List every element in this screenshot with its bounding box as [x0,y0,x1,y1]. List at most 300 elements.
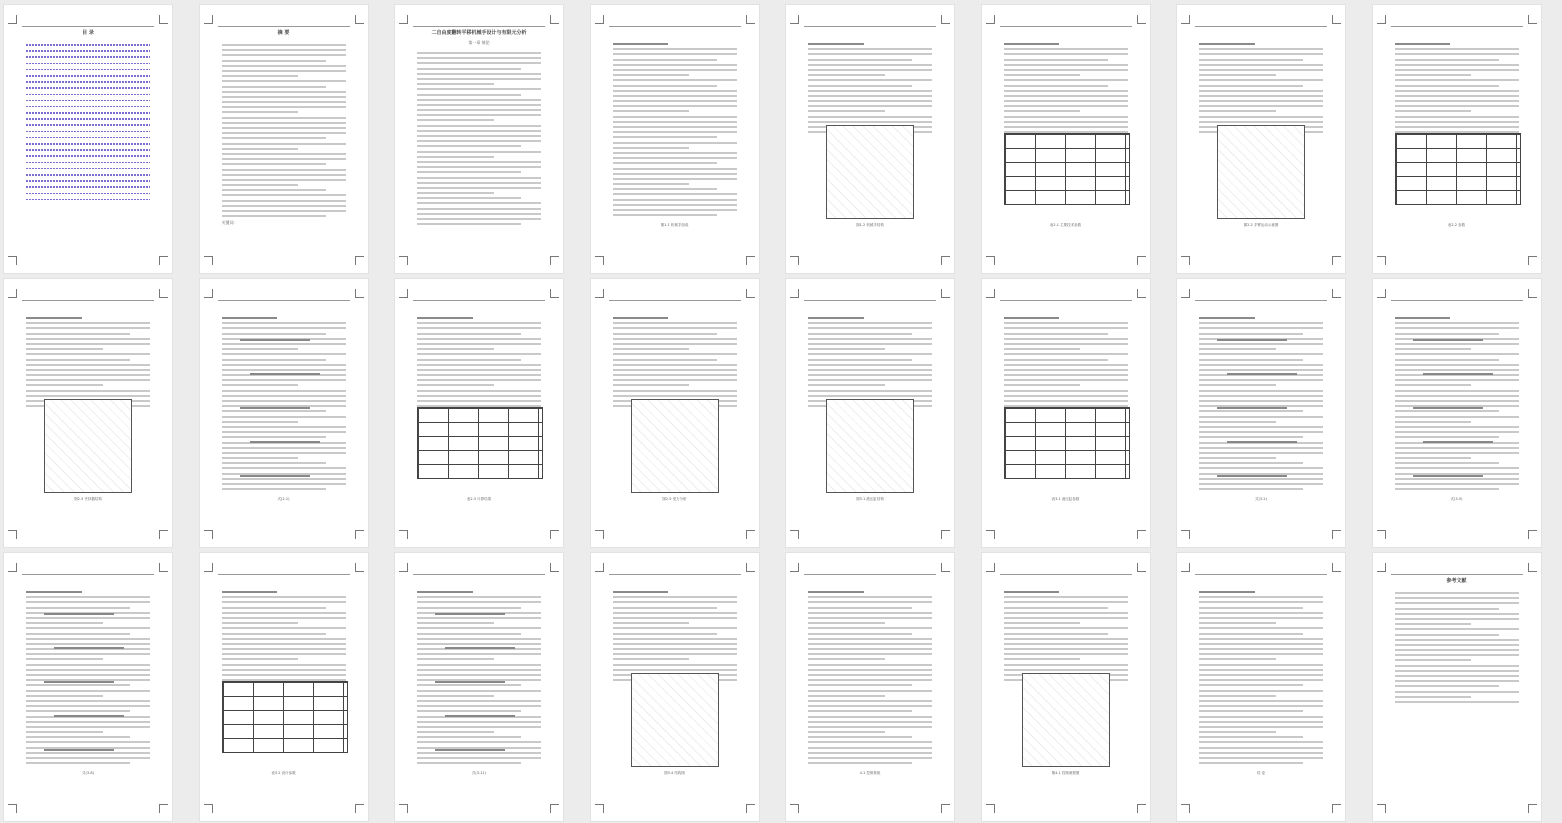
crop-mark [1332,289,1341,298]
crop-mark [1377,530,1386,539]
text-line [417,359,521,361]
text-line [1199,116,1323,118]
text-line [613,369,737,371]
text-line [1199,85,1303,87]
text-line [613,90,737,92]
text-line [613,627,737,629]
text-line [613,126,737,128]
text-line [417,395,541,397]
text-line [1004,85,1108,87]
equation-line [250,373,320,375]
text-line [222,148,299,150]
text-line [417,638,541,640]
text-line [808,116,932,118]
text-line [417,653,541,655]
text-line [1199,684,1303,686]
crop-mark [159,289,168,298]
crop-mark [790,15,799,24]
text-line [417,83,494,85]
text-line [417,731,494,733]
crop-mark [790,563,799,572]
text-line [1395,343,1519,345]
page-body-text [1199,585,1323,795]
text-line [417,68,521,70]
text-line [1004,359,1108,361]
toc-entry[interactable] [26,94,150,96]
text-line [1199,121,1323,123]
text-line [222,91,346,93]
text-line [222,205,346,207]
text-line [1199,705,1323,707]
text-line [26,359,130,361]
text-line [1395,79,1519,81]
crop-mark [1137,563,1146,572]
text-line [613,64,737,66]
text-line [26,348,103,350]
text-line [26,322,150,324]
text-line [808,59,912,61]
text-line [222,421,299,423]
running-header [1195,292,1327,301]
caption: 式(3-5) [1450,497,1463,501]
text-line [26,664,150,666]
text-line [1199,591,1255,593]
text-line [808,612,932,614]
text-line [417,119,494,121]
text-line [1199,669,1323,671]
text-line [222,132,346,134]
text-line [222,158,346,160]
page-body-text [222,311,346,521]
caption: 表3.2 设计参数 [271,771,296,775]
crop-mark [941,15,950,24]
toc-entry[interactable] [26,168,150,170]
crop-mark [941,530,950,539]
text-line [222,96,346,98]
text-line [613,131,737,133]
toc-entry[interactable] [26,69,150,71]
page-heading: 摘 要 [277,30,290,36]
text-line [1004,617,1128,619]
running-header [22,566,154,575]
text-line [1395,100,1519,102]
text-line [26,721,150,723]
text-line [808,741,932,743]
figure-drawing [1217,125,1305,219]
toc-entry[interactable] [26,56,150,58]
text-line [613,322,737,324]
page-thumbnail[interactable] [200,553,368,821]
text-line [1395,390,1519,392]
crop-mark [1181,530,1190,539]
toc-entry[interactable] [26,155,150,157]
text-line [417,218,541,220]
crop-mark [204,804,213,813]
text-line [26,700,150,702]
toc-entry[interactable] [26,143,150,145]
crop-mark [941,563,950,572]
equation-line [44,613,114,615]
text-line [1199,64,1323,66]
text-line [808,731,885,733]
text-line [808,74,885,76]
text-line [417,99,541,101]
text-line [26,684,130,686]
text-line [417,166,541,168]
text-line [417,140,541,142]
text-line [1004,596,1128,598]
text-line [417,223,521,225]
text-line [1004,353,1128,355]
toc-entry[interactable] [26,174,150,176]
page-thumbnail[interactable] [591,553,759,821]
text-line [26,390,150,392]
page-body-text [613,37,737,247]
text-line [1199,633,1303,635]
text-line [417,596,541,598]
text-line [808,327,932,329]
toc-entry[interactable] [26,199,150,201]
text-line [1199,731,1276,733]
crop-mark [550,530,559,539]
text-line [222,483,346,485]
caption: 式(3-8) [82,771,94,775]
text-line [222,153,346,155]
page-thumbnail[interactable] [591,5,759,273]
text-line [26,374,150,376]
text-line [1199,390,1323,392]
text-line [222,447,346,449]
text-line [1199,317,1255,319]
text-line [222,633,326,635]
page-thumbnail[interactable] [1373,553,1541,821]
crop-mark [1377,563,1386,572]
text-line [808,607,912,609]
toc-entry[interactable] [26,124,150,126]
text-line [1199,741,1323,743]
page-thumbnail[interactable] [786,279,954,547]
text-line [417,130,541,132]
page-thumbnail[interactable] [4,5,172,273]
text-line [1004,317,1060,319]
crop-mark [986,289,995,298]
text-line [1395,410,1499,412]
crop-mark [746,15,755,24]
text-line [417,57,541,59]
text-line [222,369,346,371]
text-line [613,622,690,624]
text-line [417,700,541,702]
text-line [1199,90,1323,92]
page-body-text [1395,311,1519,521]
text-line [613,343,737,345]
caption: 图1.2 机械手结构 [856,223,884,227]
text-line [222,353,346,355]
text-line [222,638,346,640]
crop-mark [1181,289,1190,298]
text-line [808,348,885,350]
text-line [808,674,932,676]
page-thumbnail[interactable] [395,553,563,821]
crop-mark [1181,256,1190,265]
toc-entry[interactable] [26,87,150,89]
text-line [808,726,932,728]
text-line [1199,700,1323,702]
text-line [1004,338,1128,340]
text-line [417,364,541,366]
text-line [1004,627,1128,629]
crop-mark [1528,804,1537,813]
page-thumbnail[interactable] [4,553,172,821]
page-thumbnail[interactable] [982,279,1150,547]
text-line [1199,627,1323,629]
text-line [1199,395,1323,397]
text-line [222,664,346,666]
text-line [222,452,346,454]
page-thumbnail[interactable] [395,5,563,273]
text-line [613,214,717,216]
text-line [1199,457,1276,459]
text-line [417,182,541,184]
text-line [1004,400,1128,402]
text-line [808,317,864,319]
page-thumbnail[interactable] [1177,5,1345,273]
text-line [808,736,912,738]
text-line [613,338,737,340]
text-line [1199,752,1323,754]
toc-entry[interactable] [26,112,150,114]
text-line [1199,462,1303,464]
toc-entry[interactable] [26,186,150,188]
text-line [1395,333,1499,335]
equation-line [1217,339,1287,341]
text-line [613,379,737,381]
toc-entry[interactable] [26,106,150,108]
text-line [222,596,346,598]
page-thumbnail[interactable] [1373,279,1541,547]
text-line [1199,410,1303,412]
toc-entry[interactable] [26,44,150,46]
text-line [26,643,150,645]
text-line [26,633,130,635]
page-thumbnail[interactable] [982,553,1150,821]
text-line [1199,69,1323,71]
page-thumbnail[interactable] [1177,279,1345,547]
text-line [808,353,932,355]
page-thumbnail[interactable] [982,5,1150,273]
crop-mark [399,563,408,572]
running-header [218,566,350,575]
text-line [417,171,521,173]
toc-entry[interactable] [26,50,150,52]
text-line [808,364,932,366]
crop-mark [399,530,408,539]
text-line [222,317,278,319]
page-thumbnail[interactable] [786,5,954,273]
text-line [1199,762,1303,764]
text-line [417,752,541,754]
text-line [222,400,346,402]
text-line [222,643,346,645]
page-thumbnail[interactable] [786,553,954,821]
text-line [1395,69,1519,71]
text-line [1395,359,1499,361]
text-line [222,101,346,103]
text-line [417,73,541,75]
text-line [417,400,541,402]
text-line [1395,105,1519,107]
text-line [613,193,737,195]
figure-drawing [1022,673,1110,767]
text-line [1199,343,1323,345]
text-line [1395,116,1519,118]
toc-entry[interactable] [26,100,150,102]
equation-line [1413,339,1483,341]
text-line [222,395,346,397]
equation-line [1217,475,1287,477]
text-line [1004,374,1128,376]
text-line [26,638,150,640]
page-thumbnail[interactable] [1373,5,1541,273]
text-line [26,726,150,728]
text-line [222,44,346,46]
toc-entry[interactable] [26,118,150,120]
text-line [808,752,932,754]
page-body-text [221,30,346,247]
crop-mark [159,530,168,539]
text-line [613,317,669,319]
text-line [1199,110,1276,112]
text-line [1004,322,1128,324]
text-line [1199,643,1323,645]
text-line [1199,467,1323,469]
toc-entry[interactable] [26,193,150,195]
toc-heading: 目 录 [82,30,94,36]
text-line [613,188,717,190]
text-line [26,731,103,733]
text-line [613,110,690,112]
text-line [613,669,737,671]
text-line [26,601,150,603]
toc-entry[interactable] [26,180,150,182]
text-line [1199,48,1323,50]
page-thumbnail[interactable] [591,279,759,547]
text-line [613,59,717,61]
text-line [613,168,737,170]
toc-entry[interactable] [26,81,150,83]
text-line [1004,53,1128,55]
crop-mark [1332,15,1341,24]
text-line [222,653,346,655]
text-line [613,95,737,97]
text-line [222,184,299,186]
text-line [1395,659,1472,661]
text-line [1004,607,1108,609]
page-body-text [1199,311,1323,521]
figure-drawing [826,125,914,219]
caption: 式(3-2) [1255,497,1267,501]
text-line [1395,126,1519,128]
text-line [1395,53,1519,55]
crop-mark [204,289,213,298]
caption: 式(2-1) [277,497,290,501]
text-line [417,607,521,609]
text-line [808,653,932,655]
page-thumbnail[interactable] [200,279,368,547]
toc-entry[interactable] [26,75,150,77]
text-line [613,142,737,144]
text-line [26,690,150,692]
text-line [417,156,494,158]
toc-entry[interactable] [26,149,150,151]
page-heading: 二自由度翻转平移机械手设计与有限元分析 [431,30,527,36]
text-line [417,379,541,381]
text-line [1199,679,1323,681]
running-header [804,18,936,27]
page-thumbnail[interactable] [4,279,172,547]
page-thumbnail[interactable] [1177,553,1345,821]
text-line [1395,467,1519,469]
page-body-text [808,585,932,795]
text-line [613,136,717,138]
data-table [417,407,543,479]
text-line [808,679,932,681]
text-line [222,658,299,660]
text-line [613,384,690,386]
text-line [808,695,885,697]
page-thumbnail[interactable] [200,5,368,273]
text-line [1395,426,1519,428]
crop-mark [1137,15,1146,24]
text-line [1199,710,1303,712]
crop-mark [1137,289,1146,298]
text-line [1004,633,1108,635]
crop-mark [355,804,364,813]
toc-entry[interactable] [26,162,150,164]
page-heading: 参考文献 [1446,578,1467,584]
text-line [26,333,130,335]
text-line [808,43,864,45]
text-line [1199,757,1323,759]
equation-line [44,681,114,683]
text-line [1004,601,1128,603]
text-line [1199,617,1323,619]
text-line [1199,452,1323,454]
text-line [417,317,473,319]
text-line [808,638,932,640]
toc-entry[interactable] [26,131,150,133]
text-line [417,658,494,660]
text-line [222,607,326,609]
figure-drawing [44,399,132,493]
crop-mark [746,256,755,265]
toc-entry[interactable] [26,137,150,139]
text-line [417,669,541,671]
text-line [1199,353,1323,355]
text-line [222,111,299,113]
text-line [417,333,521,335]
toc-entry[interactable] [26,63,150,65]
text-line [808,648,932,650]
text-line [808,343,932,345]
text-line [1199,596,1323,598]
text-line [417,622,494,624]
text-line [417,109,541,111]
page-thumbnail[interactable] [395,279,563,547]
running-header [1195,566,1327,575]
crop-mark [595,15,604,24]
text-line [417,322,541,324]
